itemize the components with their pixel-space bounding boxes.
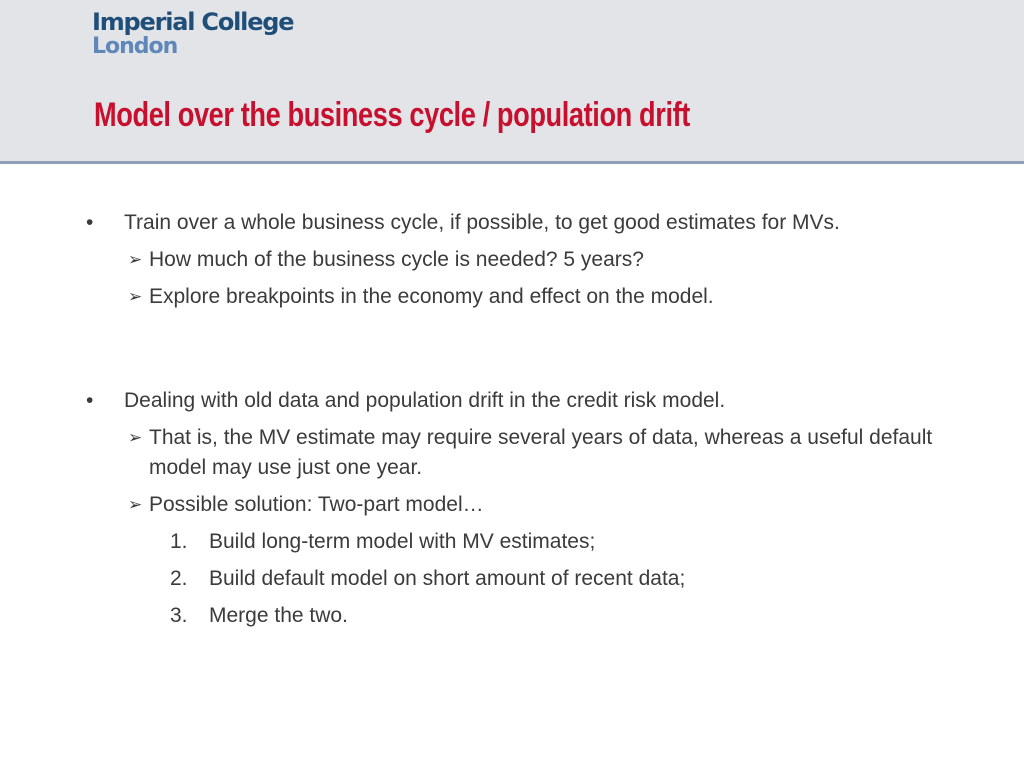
sub-bullet-text: How much of the business cycle is needed? 5 years? <box>149 248 644 271</box>
step-number: 2. <box>170 567 188 590</box>
slide-title: Model over the business cycle / population drift <box>94 96 690 134</box>
bullet-marker: • <box>86 389 94 412</box>
bullet-text: Train over a whole business cycle, if possible, to get good estimates for MVs. <box>124 211 840 234</box>
numbered-step-2 <box>86 564 966 594</box>
arrow-bullet-icon: ➢ <box>128 287 143 306</box>
bullet-train-business-cycle <box>86 208 966 238</box>
sub-bullet-how-much-cycle <box>86 245 966 275</box>
logo-line-2: London <box>92 34 178 59</box>
spacer <box>86 312 966 386</box>
sub-bullet-text: Explore breakpoints in the economy and effect on the model. <box>149 285 714 308</box>
slide-header <box>0 0 1024 161</box>
step-number: 3. <box>170 604 188 627</box>
bullet-marker: • <box>86 211 94 234</box>
arrow-bullet-icon: ➢ <box>128 495 143 514</box>
slide-body <box>86 208 966 631</box>
bullet-text: Dealing with old data and population drift in the credit risk model. <box>124 389 726 412</box>
logo-line-1: Imperial College <box>92 8 294 36</box>
step-number: 1. <box>170 530 188 553</box>
sub-bullet-text: That is, the MV estimate may require several years of data, whereas a useful default model may use just one year. <box>149 426 933 479</box>
numbered-step-3 <box>86 601 966 631</box>
numbered-step-1 <box>86 527 966 557</box>
step-text: Build long-term model with MV estimates; <box>209 530 596 553</box>
step-text: Build default model on short amount of recent data; <box>209 567 686 590</box>
step-text: Merge the two. <box>209 604 348 627</box>
sub-bullet-text: Possible solution: Two-part model… <box>149 493 484 516</box>
imperial-college-logo <box>92 10 293 58</box>
sub-bullet-mv-estimate <box>86 423 966 483</box>
arrow-bullet-icon: ➢ <box>128 428 143 447</box>
bullet-population-drift <box>86 386 966 416</box>
arrow-bullet-icon: ➢ <box>128 250 143 269</box>
sub-bullet-breakpoints <box>86 282 966 312</box>
header-divider <box>0 161 1024 164</box>
sub-bullet-possible-solution <box>86 490 966 520</box>
